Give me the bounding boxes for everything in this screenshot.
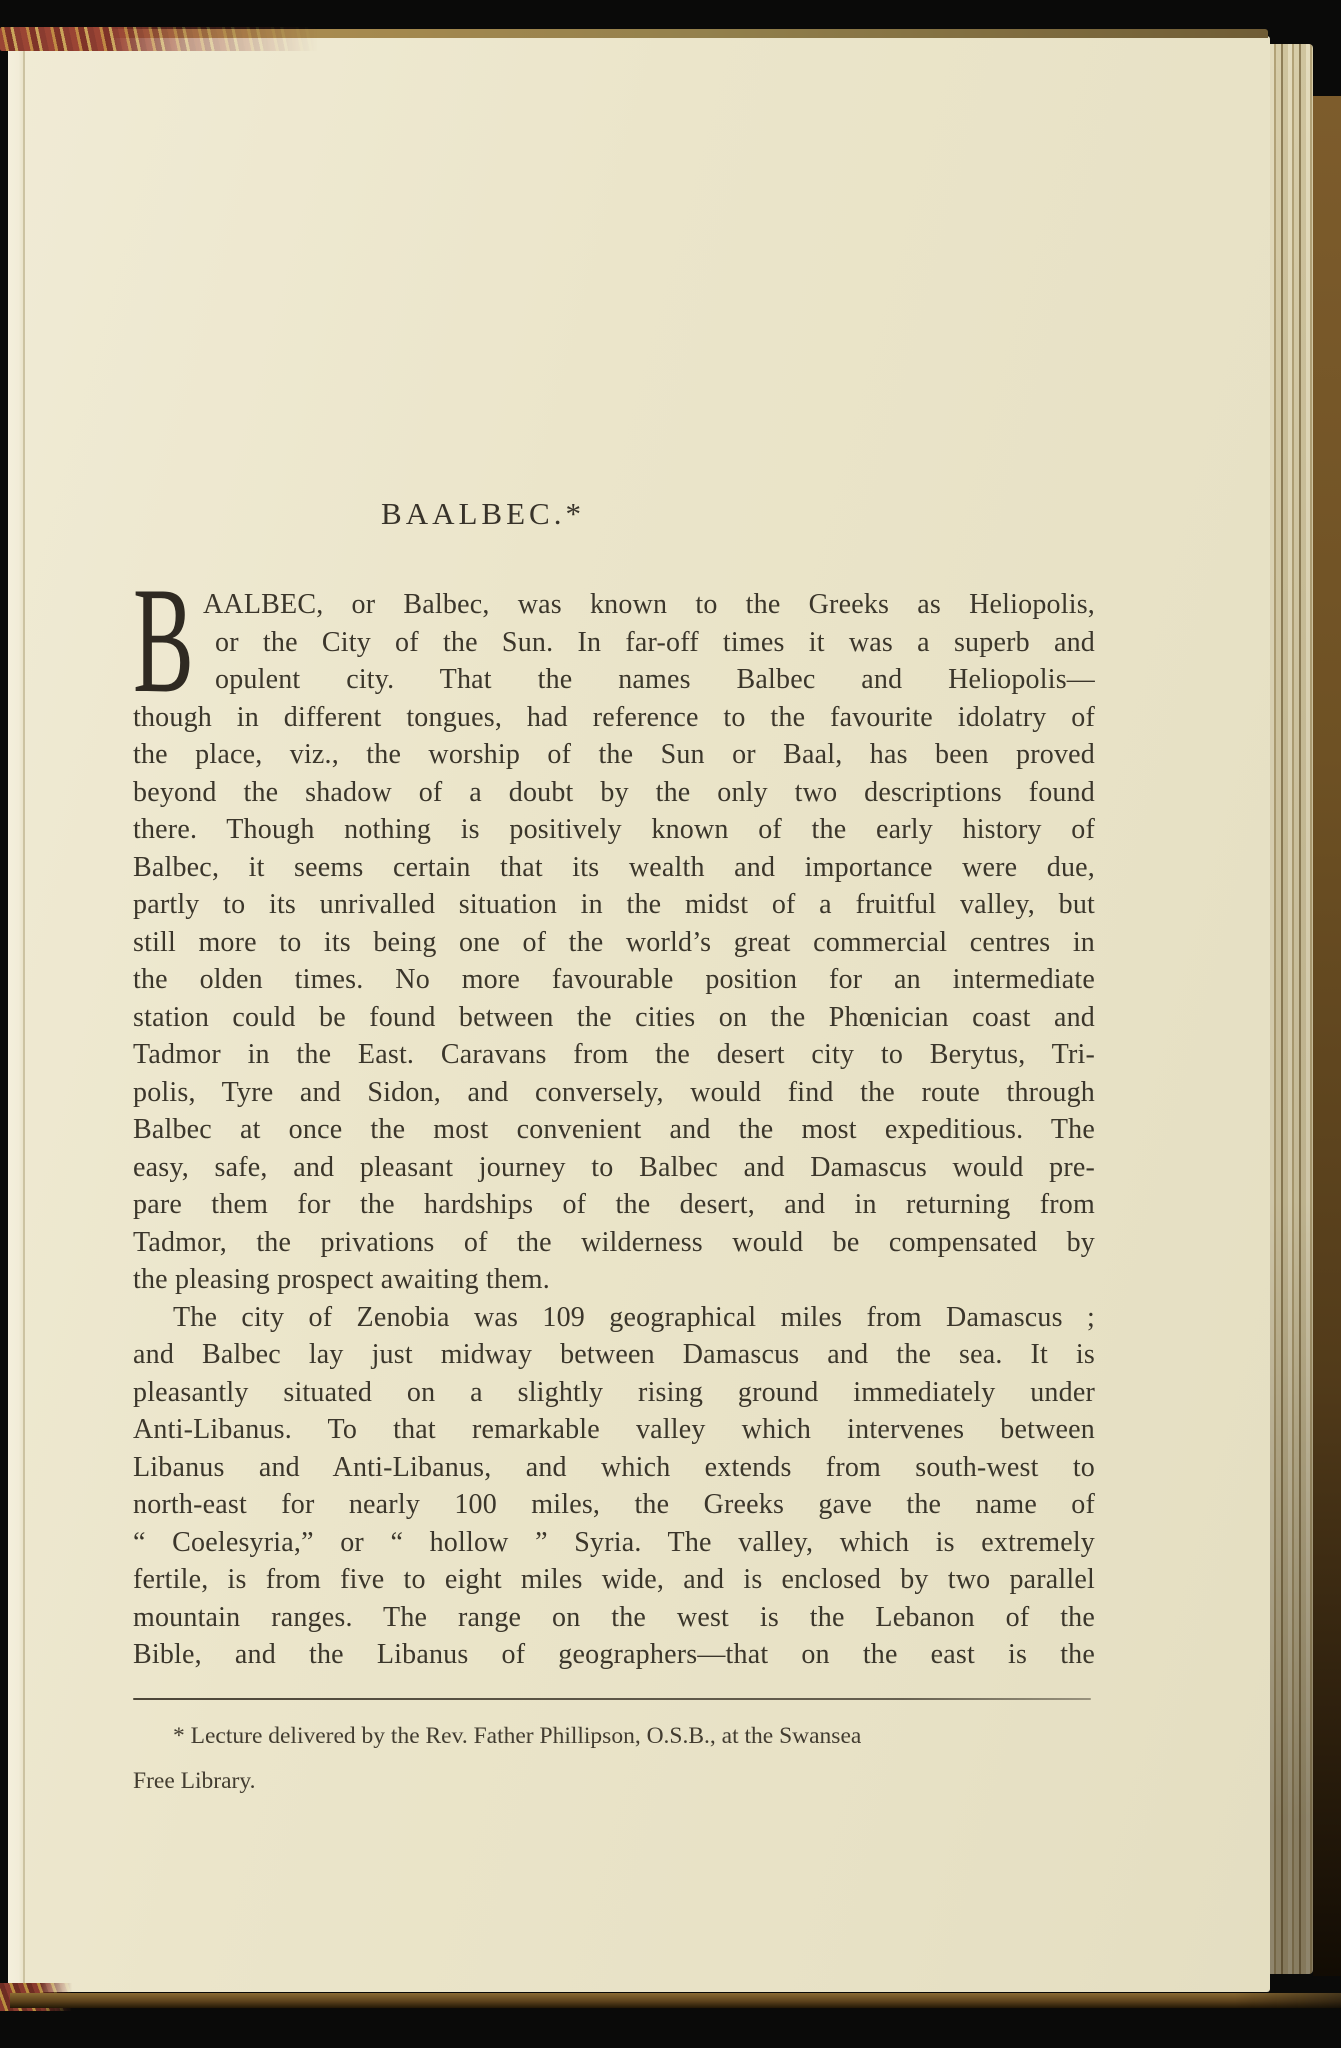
text-line: “ Coelesyria,” or “ hollow ” Syria. The valley, which is extremely	[133, 1526, 1095, 1558]
text-line: station could be found between the cities on the Phœnician coast and	[133, 1001, 1095, 1033]
text-line: AALBEC, or Balbec, was known to the Greeks as Heliopolis,	[203, 589, 1095, 620]
text-line: the pleasing prospect awaiting them.	[133, 1264, 550, 1295]
text-line: Tadmor in the East. Caravans from the desert city to Berytus, Tri-	[133, 1039, 1095, 1070]
text-line: opulent city. That the names Balbec and Heliopolis—	[215, 664, 1095, 695]
text-line: though in different tongues, had reference to the favourite idolatry of	[133, 701, 1095, 733]
text-line: mountain ranges. The range on the west is the Lebanon of the	[133, 1601, 1095, 1633]
footnote-divider	[133, 1698, 1091, 1700]
paragraph-lines	[133, 556, 1095, 1299]
text-line: Libanus and Anti-Libanus, and which extends from south-west to	[133, 1451, 1095, 1483]
text-line: The city of Zenobia was 109 geographical miles from Damascus ;	[173, 1301, 1095, 1333]
footnote-lines	[133, 1714, 1095, 1804]
text-line: fertile, is from five to eight miles wide, and is enclosed by two parallel	[133, 1564, 1095, 1595]
drop-cap-letter: B	[133, 556, 194, 724]
text-line: Balbec at once the most convenient and the most expeditious. The	[133, 1114, 1095, 1145]
paragraph-lines	[133, 1299, 1095, 1674]
footnote-line: Free Library.	[133, 1768, 256, 1794]
text-line: and Balbec lay just midway between Damascus and the sea. It is	[133, 1339, 1095, 1370]
text-line: partly to its unrivalled situation in the midst of a fruitful valley, but	[133, 889, 1095, 920]
text-line: Balbec, it seems certain that its wealth and importance were due,	[133, 851, 1095, 883]
text-line: Bible, and the Libanus of geographers—that on the east is the	[133, 1639, 1095, 1670]
text-line: still more to its being one of the world’s great commercial centres in	[133, 926, 1095, 958]
text-line: Tadmor, the privations of the wilderness would be compensated by	[133, 1226, 1095, 1258]
text-line: the olden times. No more favourable position for an intermediate	[133, 964, 1095, 995]
text-line: there. Though nothing is positively known of the early history of	[133, 814, 1095, 845]
footnote-line: * Lecture delivered by the Rev. Father Phillipson, O.S.B., at the Swansea	[173, 1723, 862, 1749]
text-line: the place, viz., the worship of the Sun or Baal, has been proved	[133, 739, 1095, 770]
text-line: or the City of the Sun. In far-off times it was a superb and	[215, 626, 1095, 658]
marbled-edge-top	[0, 27, 335, 51]
text-line: pleasantly situated on a slightly rising ground immediately under	[133, 1376, 1095, 1408]
page-edges-stack	[1270, 44, 1313, 1974]
footnote	[133, 1714, 1095, 1804]
text-line: Anti-Libanus. To that remarkable valley which intervenes between	[133, 1414, 1095, 1445]
book-page	[8, 36, 1270, 1992]
text-line: beyond the shadow of a doubt by the only two descriptions found	[133, 776, 1095, 808]
text-line: north-east for nearly 100 miles, the Greeks gave the name of	[133, 1489, 1095, 1520]
paragraph	[133, 556, 1095, 1299]
book-bottom-edge	[10, 1993, 1341, 2008]
book-cover-strip	[1313, 96, 1341, 1976]
page-title: BAALBEC.*	[381, 496, 585, 531]
paragraph	[133, 1299, 1095, 1674]
page-fore-edge-left	[8, 36, 25, 1992]
page-body	[133, 556, 1095, 1674]
text-line: polis, Tyre and Sidon, and conversely, would find the route through	[133, 1076, 1095, 1108]
text-line: pare them for the hardships of the desert, and in returning from	[133, 1189, 1095, 1220]
text-line: easy, safe, and pleasant journey to Balbec and Damascus would pre-	[133, 1151, 1095, 1183]
